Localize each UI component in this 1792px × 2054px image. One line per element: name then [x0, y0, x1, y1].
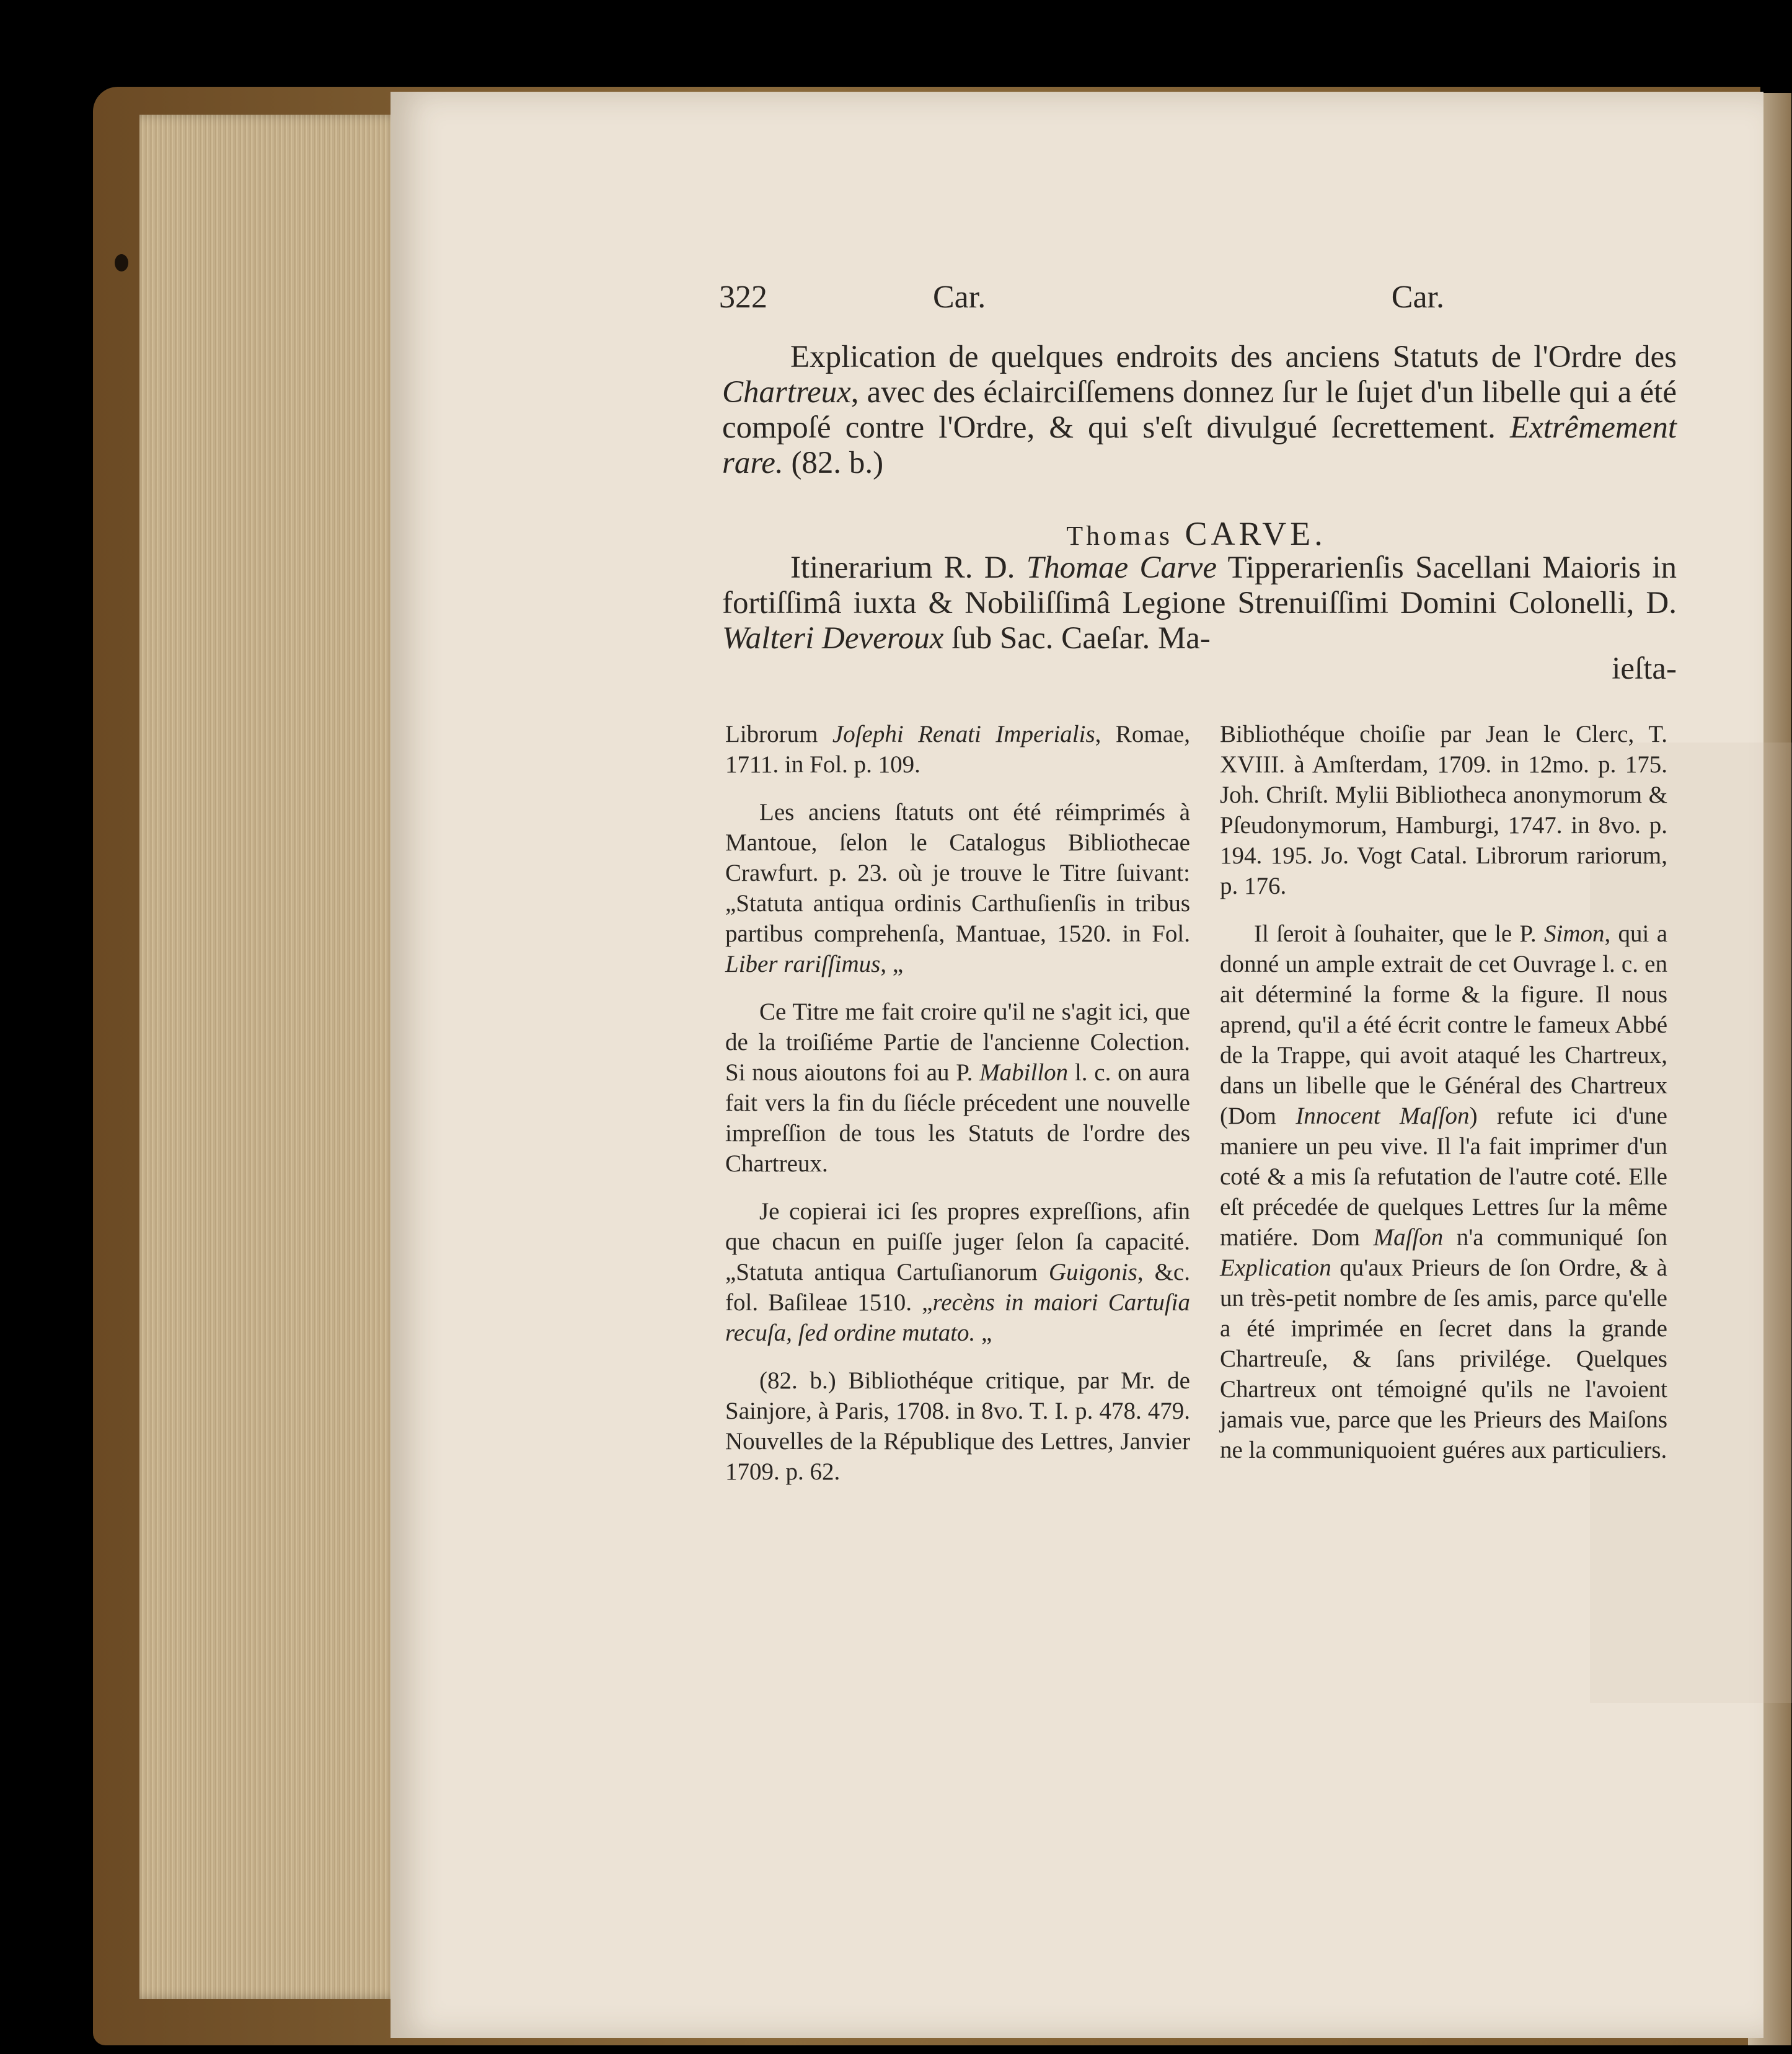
running-header — [719, 279, 1444, 322]
paragraph: Il ſeroit à ſouhaiter, que le P. Simon, qui a donné un ample extrait de cet Ouvrage l. c. en ait déterminé la forme & la figure. Il nous aprend, qu'il a été écrit contre le fameux Abbé de la Trappe, qui avoit ataqué les Chartreux, dans un libelle que le Général des Chartreux (Dom Innocent Maſſon) refute ici d'une maniere un peu vive. Il l'a fait imprimer d'un coté & a mis ſa refutation de l'autre coté. Elle eſt précedée de quelques Lettres ſur la même matiére. Dom Maſſon n'a communiqué ſon Explication qu'aux Prieurs de ſon Ordre, & à un très-petit nombre de ſes amis, parce qu'elle a été imprimée en ſecret dans la grande Chartreuſe, & ſans privilége. Quelques Chartreux ont témoigné qu'ils ne l'avoient jamais vue, parce que les Prieurs des Maiſons ne la communiquoient guéres aux particuliers. — [1220, 920, 1667, 1463]
paragraph: Les anciens ſtatuts ont été réimprimés à Mantoue, ſelon le Catalogus Bibliothecae Crawfurt. p. 23. où je trouve le Titre ſuivant: „Statuta antiqua ordinis Carthuſienſis in tribus partibus comprehenſa, Mantuae, 1520. in Fol. Liber rariſſimus, „ — [725, 799, 1190, 977]
page-edges — [139, 115, 403, 1999]
catchword: ieſta- — [1612, 651, 1677, 686]
explication-entry: Explication de quelques endroits des anciens Statuts de l'Ordre des Chartreux, avec des éclairciſſemens donnez ſur le ſujet d'un libelle qui a été compoſé contre l'Ordre, & qui s'eſt divulgué ſecrettement. Extrêmement rare. (82. b.) — [722, 340, 1677, 480]
itinerarium-entry: Itinerarium R. D. Thomae Carve Tipperarienſis Sacellani Maioris in fortiſſimâ iuxta & Nobiliſſimâ Legione Strenuiſſimi Domini Colonelli, D. Walteri Deveroux ſub Sac. Caeſar. Ma- — [722, 550, 1677, 656]
paragraph: Librorum Joſephi Renati Imperialis, Romae, 1711. in Fol. p. 109. — [725, 721, 1191, 778]
page-number: 322 — [719, 280, 767, 315]
left-column — [725, 719, 1190, 1504]
running-title-left: Car. — [933, 280, 986, 315]
right-column — [1220, 719, 1667, 1483]
paragraph: Bibliothéque choiſie par Jean le Clerc, T. XVIII. à Amſterdam, 1709. in 12mo. p. 175. Joh. Chriſt. Mylii Bibliotheca anonymorum & Pſeudonymorum, Hamburgi, 1747. in 8vo. p. 194. 195. Jo. Vogt Catal. Librorum rariorum, p. 176. — [1220, 721, 1667, 899]
paragraph: Je copierai ici ſes propres expreſſions, afin que chacun en puiſſe juger ſelon ſa capacité. „Statuta antiqua Cartuſianorum Guigonis, &c. fol. Baſileae 1510. „recèns in maiori Cartuſia recuſa, ſed ordine mutato. „ — [725, 1198, 1190, 1346]
paragraph: Ce Titre me fait croire qu'il ne s'agit ici, que de la troiſiéme Partie de l'ancienne Colection. Si nous aioutons foi au P. Mabillon l. c. on aura fait vers la fin du ſiécle précedent une nouvelle impreſſion de tous les Statuts de l'ordre des Chartreux. — [725, 998, 1190, 1177]
author-last-name: CARVE. — [1185, 515, 1326, 552]
running-title-right: Car. — [1391, 280, 1444, 315]
author-heading — [719, 514, 1674, 553]
cover-clasp-icon — [115, 254, 128, 271]
author-first-name: Thomas — [1066, 521, 1173, 551]
paragraph: (82. b.) Bibliothéque critique, par Mr. de Sainjore, à Paris, 1708. in 8vo. T. I. p. 478. 479. Nouvelles de la République des Lettres, Janvier 1709. p. 62. — [725, 1367, 1190, 1485]
